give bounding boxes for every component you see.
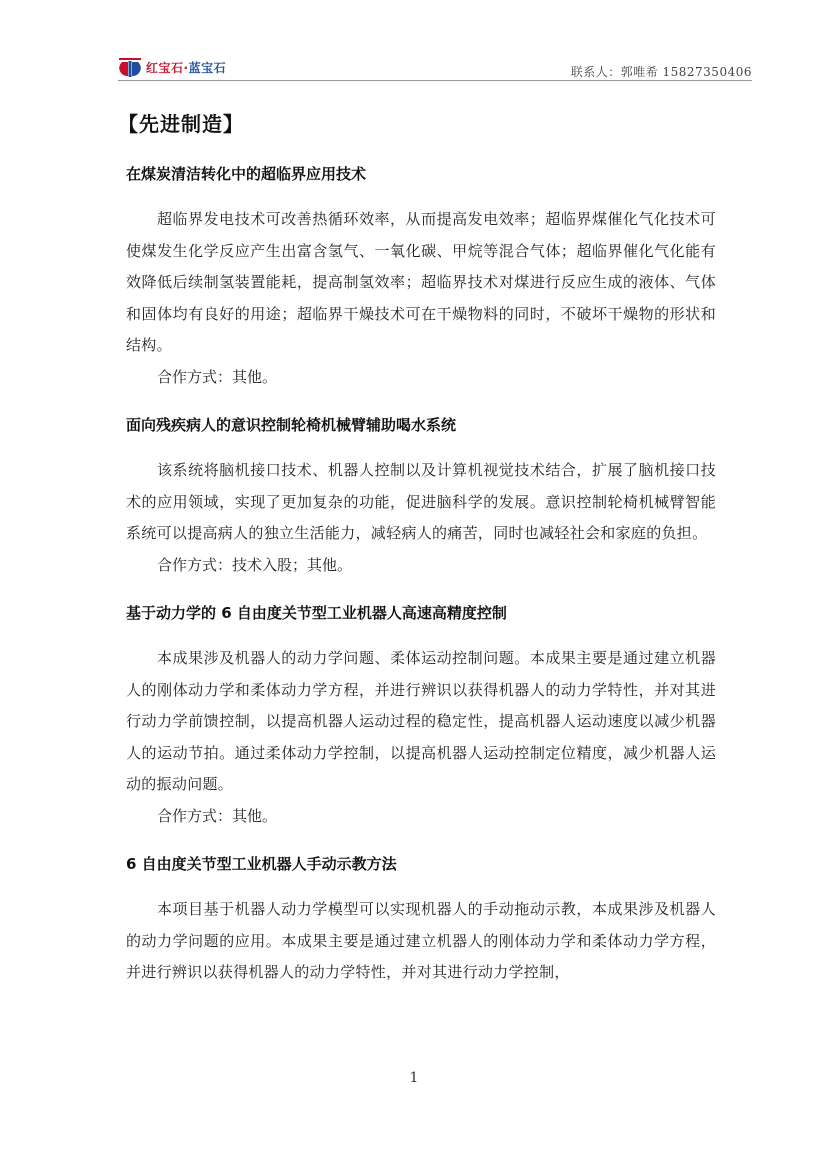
item-title: 在煤炭清洁转化中的超临界应用技术 [126, 165, 367, 183]
item-title: 6 自由度关节型工业机器人手动示教方法 [126, 855, 397, 873]
cooperation-mode: 合作方式：技术入股；其他。 [157, 555, 353, 574]
logo-text-red: 红宝石 [146, 60, 184, 75]
page-header [118, 50, 752, 81]
cooperation-mode: 合作方式：其他。 [157, 367, 278, 386]
tech-item [126, 850, 716, 989]
cooperation-mode: 合作方式：其他。 [157, 806, 278, 825]
brand-logo [118, 56, 226, 78]
item-description: 超临界发电技术可改善热循环效率，从而提高发电效率；超临界煤催化气化技术可使煤发生化学反应产生出富含氢气、一氧化碳、甲烷等混合气体；超临界催化气化能有效降低后续制氢装置能耗，提高制氢效率；超临界技术对煤进行反应生成的液体、气体和固体均有良好的用途；超临界干燥技术可在干燥物料的同时，不破坏干燥物的形状和结构。 [126, 210, 716, 354]
item-title: 面向残疾病人的意识控制轮椅机械臂辅助喝水系统 [126, 416, 457, 434]
tech-item [126, 160, 716, 393]
logo-text [146, 59, 226, 76]
section-title: 【先进制造】 [118, 112, 244, 136]
item-description: 本项目基于机器人动力学模型可以实现机器人的手动拖动示教，本成果涉及机器人的动力学问题的应用。本成果主要是通过建立机器人的刚体动力学和柔体动力学方程，并进行辨识以获得机器人的动力学特性，并对其进行动力学控制， [126, 900, 716, 981]
item-description: 本成果涉及机器人的动力学问题、柔体运动控制问题。本成果主要是通过建立机器人的刚体动力学和柔体动力学方程，并进行辨识以获得机器人的动力学特性，并对其进行动力学前馈控制，以提高机器人运动过程的稳定性，提高机器人运动速度以减少机器人的运动节拍。通过柔体动力学控制，以提高机器人运动控制定位精度，减少机器人运动的振动问题。 [126, 649, 716, 793]
document-body [126, 160, 716, 1007]
item-description: 该系统将脑机接口技术、机器人控制以及计算机视觉技术结合，扩展了脑机接口技术的应用领域，实现了更加复杂的功能，促进脑科学的发展。意识控制轮椅机械臂智能系统可以提高病人的独立生活能力，减轻病人的痛苦，同时也减轻社会和家庭的负担。 [126, 461, 716, 542]
page-number: 1 [409, 1070, 419, 1086]
item-title: 基于动力学的 6 自由度关节型工业机器人高速高精度控制 [126, 604, 507, 622]
logo-dot: · [183, 60, 189, 75]
contact-info: 联系人：郭唯希 15827350406 [570, 65, 752, 79]
tech-item [126, 411, 716, 581]
tech-item [126, 599, 716, 832]
logo-emblem-icon [118, 56, 142, 78]
logo-text-blue: 蓝宝石 [188, 60, 227, 75]
